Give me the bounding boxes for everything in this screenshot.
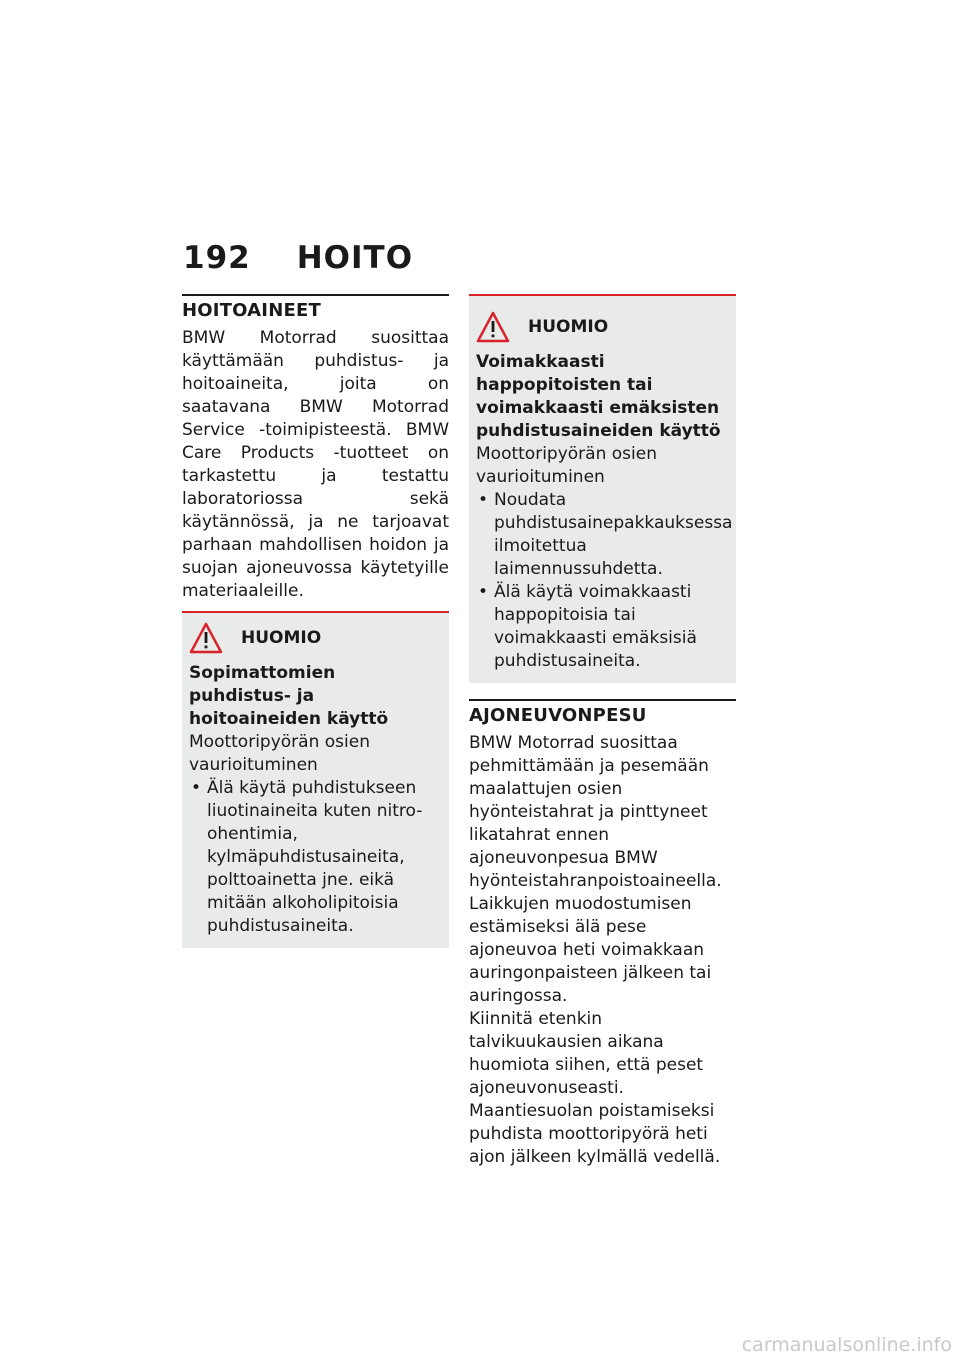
warning-triangle-icon bbox=[189, 622, 223, 654]
warning-triangle-icon bbox=[476, 311, 510, 343]
notice-bullets bbox=[189, 777, 442, 938]
hoitoaineet-body: BMW Motorrad suosittaa käyttämään puhdistus- ja hoitoaineita, joita on saatavana BMW Motorrad Service -toimipisteestä. BMW Care Products -tuotteet on tarkastettu ja testattu laboratoriossa sekä käytännössä, ja ne tarjoavat parhaan mahdollisen hoidon ja suojan ajoneuvossa käytetyille materiaaleille. bbox=[182, 328, 449, 601]
notice-title: Voimakkaasti happopitoisten tai voimakkaasti emäksisten puhdistusaineiden käyttö bbox=[476, 352, 721, 441]
section-heading-hoitoaineet: HOITOAINEET bbox=[182, 294, 449, 323]
paragraph: BMW Motorrad suosittaa pehmittämään ja pesemään maalattujen osien hyönteistahrat ja pinttyneet likatahrat ennen ajoneuvonpesua BMW hyönteistahranpoistoaineella. bbox=[469, 733, 722, 891]
list-item: • Älä käytä voimakkaasti happopitoisia tai voimakkaasti emäksisiä puhdistusaineita. bbox=[476, 581, 729, 673]
notice-label: HUOMIO bbox=[241, 628, 322, 648]
notice-header bbox=[476, 308, 729, 346]
ajoneuvonpesu-body bbox=[469, 732, 736, 1169]
page-header bbox=[183, 240, 413, 276]
notice-header bbox=[189, 619, 442, 657]
notice-title: Sopimattomien puhdistus- ja hoitoaineiden käyttö bbox=[189, 663, 389, 729]
chapter-title: HOITO bbox=[296, 240, 414, 276]
list-item: • Älä käytä puhdistukseen liuotinaineita kuten nitro-ohentimia, kylmäpuhdistusaineita, polttoainetta jne. eikä mitään alkoholipitoisia puhdistusaineita. bbox=[189, 777, 442, 938]
paragraph: Maantiesuolan poistamiseksi puhdista moottoripyörä heti ajon jälkeen kylmällä vedellä. bbox=[469, 1101, 721, 1167]
notice-consequence: Moottoripyörän osien vaurioituminen bbox=[189, 732, 370, 775]
left-column bbox=[182, 294, 449, 948]
notice-consequence: Moottoripyörän osien vaurioituminen bbox=[476, 444, 657, 487]
paragraph: Kiinnitä etenkin talvikuukausien aikana huomiota siihen, että peset ajoneuvonuseasti. bbox=[469, 1009, 704, 1098]
footer-watermark[interactable]: carmanualsonline.info bbox=[741, 1334, 952, 1356]
section-heading-ajoneuvonpesu: AJONEUVONPESU bbox=[469, 699, 736, 728]
notice-label: HUOMIO bbox=[528, 317, 609, 337]
notice-box-left bbox=[182, 613, 449, 948]
page-number: 192 bbox=[183, 240, 251, 276]
list-item: • Noudata puhdistusainepakkauksessa ilmoitettua laimennussuhdetta. bbox=[476, 489, 729, 581]
notice-bullets bbox=[476, 489, 733, 673]
paragraph: Laikkujen muodostumisen estämiseksi älä pese ajoneuvoa heti voimakkaan auringonpaisteen jälkeen tai auringossa. bbox=[469, 894, 712, 1006]
notice-box-right bbox=[469, 296, 736, 683]
right-column bbox=[469, 294, 736, 1169]
